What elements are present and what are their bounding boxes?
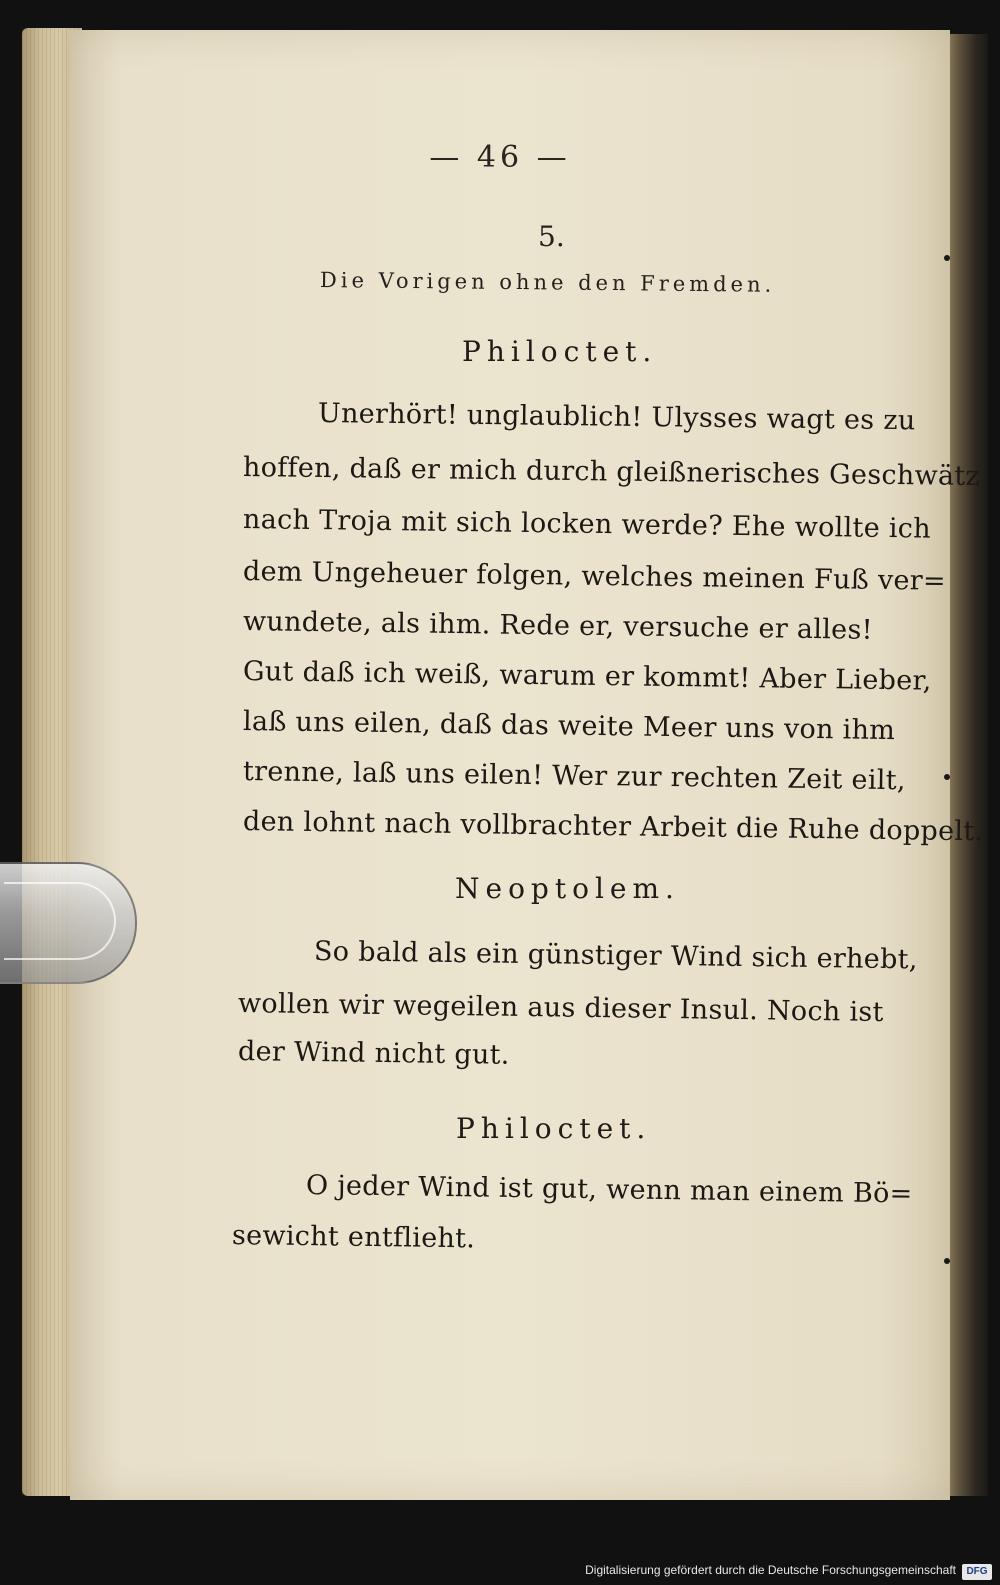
footer-credit: Digitalisierung gefördert durch die Deutsche Forschungsgemeinschaft: [585, 1563, 956, 1577]
text-line: wundete, als ihm. Rede er, versuche er alles!: [242, 606, 873, 646]
binding-mark: [944, 1258, 950, 1264]
text-line: der Wind nicht gut.: [237, 1036, 510, 1071]
book-binding-edge: [948, 34, 988, 1496]
page-number: — 46 —: [429, 140, 571, 175]
speaker-name: Philoctet.: [456, 1112, 652, 1145]
text-line: Gut daß ich weiß, warum er kommt! Aber Lieber,: [242, 656, 932, 697]
text-line: laß uns eilen, daß das weite Meer uns von ihm: [242, 706, 896, 747]
text-line: nach Troja mit sich locken werde? Ehe wollte ich: [242, 504, 932, 545]
text-line: trenne, laß uns eilen! Wer zur rechten Zeit eilt,: [242, 756, 906, 797]
text-line: So bald als ein günstiger Wind sich erhebt,: [313, 936, 918, 976]
scene-number: 5.: [538, 220, 565, 253]
speaker-name: Neoptolem.: [455, 872, 680, 905]
binding-mark: [944, 774, 950, 780]
speaker-name: Philoctet.: [462, 335, 658, 368]
dfg-logo: DFG: [962, 1564, 992, 1580]
text-line: Unerhört! unglaublich! Ulysses wagt es zu: [317, 398, 916, 437]
binding-mark: [944, 255, 950, 261]
text-line: wollen wir wegeilen aus dieser Insul. Noch ist: [237, 988, 884, 1029]
text-line: hoffen, daß er mich durch gleißnerisches Geschwätz: [242, 452, 981, 493]
stage-direction: Die Vorigen ohne den Fremden.: [319, 268, 776, 297]
text-line: den lohnt nach vollbrachter Arbeit die Ruhe doppelt.: [242, 806, 984, 848]
text-line: dem Ungeheuer folgen, welches meinen Fuß ver=: [242, 556, 947, 597]
text-line: O jeder Wind ist gut, wenn man einem Bö=: [305, 1170, 913, 1210]
text-line: sewicht entflieht.: [231, 1220, 476, 1255]
page-clip: [0, 862, 137, 984]
